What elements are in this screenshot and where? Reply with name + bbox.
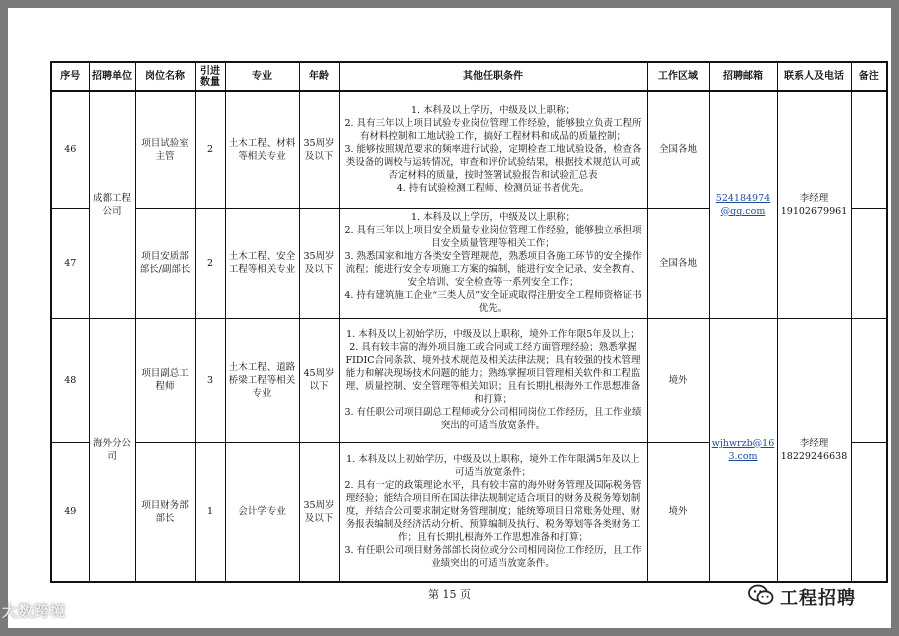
header-count: 引进数量 — [195, 62, 225, 91]
document-page — [8, 8, 891, 628]
row-count: 2 — [195, 91, 225, 208]
watermark-left: 大数跨境 — [2, 602, 67, 620]
row-requirements — [339, 442, 647, 582]
row-count: 2 — [195, 208, 225, 318]
row-region: 境外 — [647, 442, 709, 582]
requirement-line: 2. 具有三年以上项目安全质量专业岗位管理工作经验，能够独立承担项目安全质量管理等相关工作； — [344, 225, 642, 249]
row-age: 45周岁以下 — [299, 318, 339, 442]
row-major: 土木工程、道路桥梁工程等相关专业 — [225, 318, 299, 442]
wechat-icon — [748, 584, 774, 610]
row-requirements — [339, 91, 647, 208]
requirement-line: 3. 能够按照规范要求的频率进行试验，定期检查工地试验设备，检查各类设备的调校与运转情况，审查和评价试验结果，根据技术规范认可或否定材料的质量，按时签署试验报告和试验汇总表 — [344, 144, 642, 182]
row-position: 项目安质部部长/副部长 — [135, 208, 195, 318]
row-no: 49 — [51, 442, 89, 582]
requirement-line: 1. 本科及以上初始学历，中级及以上职称，境外工作年限满5年及以上可适当放宽条件； — [346, 454, 640, 479]
row-major: 土木工程、安全工程等相关专业 — [225, 208, 299, 318]
row-requirements — [339, 208, 647, 318]
contact-phone: 18229246638 — [780, 450, 848, 462]
row-no: 46 — [51, 91, 89, 208]
row-contact-cell — [777, 91, 851, 318]
row-contact-cell — [777, 318, 851, 582]
row-age: 35周岁及以下 — [299, 208, 339, 318]
requirement-line: 2. 具有一定的政策理论水平，具有较丰富的海外财务管理及国际税务管理经验；能结合项目所在国法律法规制定适合项目的财务及税务筹划制度，并结合公司要求制定财务管理制度；能统筹项目日常账务处理、财务报表编制及经济活动分析、预算编制及执行、税务筹划等各类财务工作；且有长期扎根海外工作思想准备和打算； — [344, 480, 642, 544]
row-requirements — [339, 318, 647, 442]
requirement-line: 1. 本科及以上初始学历，中级及以上职称，境外工作年限5年及以上； — [346, 329, 640, 340]
row-region: 全国各地 — [647, 91, 709, 208]
row-note — [851, 442, 887, 582]
row-no: 47 — [51, 208, 89, 318]
requirement-line: 3. 熟悉国家和地方各类安全管理规范，熟悉项目各施工环节的安全操作流程；能进行安全专项施工方案的编制，能进行安全记录、安全教育、安全培训、安全检查等一系列安全工作； — [344, 251, 642, 288]
row-position: 项目财务部部长 — [135, 442, 195, 582]
row-unit: 海外分公司 — [89, 318, 135, 582]
requirement-line: 2. 具有较丰富的海外项目施工或合同或工经方面管理经验；熟悉掌握FIDIC合同条款、境外技术规范及相关法律法规；具有较强的技术管理能力和解决现场技术问题的能力；熟练掌握项目管理相关软件和工程监理、质量控制、安全管理等相关知识；且有长期扎根海外工作思想准备和打算； — [345, 342, 641, 405]
requirement-line: 4. 持有试验检测工程师、检测员证书者优先。 — [396, 183, 590, 195]
contact-phone: 19102679961 — [780, 205, 848, 217]
header-position: 岗位名称 — [135, 62, 195, 91]
row-count: 3 — [195, 318, 225, 442]
row-email-cell — [709, 318, 777, 582]
header-major: 专业 — [225, 62, 299, 91]
row-note — [851, 91, 887, 208]
table-row — [51, 91, 887, 208]
row-region: 境外 — [647, 318, 709, 442]
row-position: 项目副总工程师 — [135, 318, 195, 442]
row-no: 48 — [51, 318, 89, 442]
row-position: 项目试验室主管 — [135, 91, 195, 208]
header-note: 备注 — [851, 62, 887, 91]
header-age: 年龄 — [299, 62, 339, 91]
header-no: 序号 — [51, 62, 89, 91]
row-count: 1 — [195, 442, 225, 582]
row-major: 土木工程、材料等相关专业 — [225, 91, 299, 208]
requirement-line: 1. 本科及以上学历，中级及以上职称； — [410, 105, 576, 117]
page-number: 第 15 页 — [428, 588, 471, 601]
row-note — [851, 208, 887, 318]
requirement-line: 2. 具有三年以上项目试验专业岗位管理工作经验，能够独立负责工程所有材料控制和工地试验工作，搞好工程材料和成品的质量控制； — [344, 118, 642, 143]
row-age: 35周岁及以下 — [299, 91, 339, 208]
header-email: 招聘邮箱 — [709, 62, 777, 91]
contact-name: 李经理 — [799, 437, 829, 449]
header-requirements: 其他任职条件 — [339, 62, 647, 91]
row-major: 会计学专业 — [225, 442, 299, 582]
header-unit: 招聘单位 — [89, 62, 135, 91]
row-age: 35周岁及以下 — [299, 442, 339, 582]
email-link[interactable]: wjhwrzb@163.com — [711, 437, 775, 462]
table-row — [51, 318, 887, 442]
header-contact: 联系人及电话 — [777, 62, 851, 91]
watermark-right-text: 工程招聘 — [780, 588, 856, 609]
email-link[interactable]: 524184974@qq.com — [715, 192, 771, 217]
watermark-right — [748, 584, 856, 610]
row-email-cell — [709, 91, 777, 318]
table-header-row — [51, 62, 887, 91]
requirement-line: 1. 本科及以上学历，中级及以上职称； — [410, 212, 576, 223]
requirement-line: 3. 有任职公司项目财务部部长岗位或分公司相同岗位工作经历，且工作业绩突出的可适当放宽条件。 — [344, 545, 642, 570]
recruitment-table — [50, 61, 888, 583]
contact-name: 李经理 — [799, 192, 829, 204]
requirement-line: 3. 有任职公司项目副总工程师或分公司相同岗位工作经历，且工作业绩突出的可适当放宽条件。 — [344, 407, 642, 431]
row-region: 全国各地 — [647, 208, 709, 318]
requirement-line: 4. 持有建筑施工企业“三类人员”安全证或取得注册安全工程师资格证书优先。 — [344, 290, 642, 314]
row-note — [851, 318, 887, 442]
row-unit: 成都工程公司 — [89, 91, 135, 318]
header-region: 工作区域 — [647, 62, 709, 91]
